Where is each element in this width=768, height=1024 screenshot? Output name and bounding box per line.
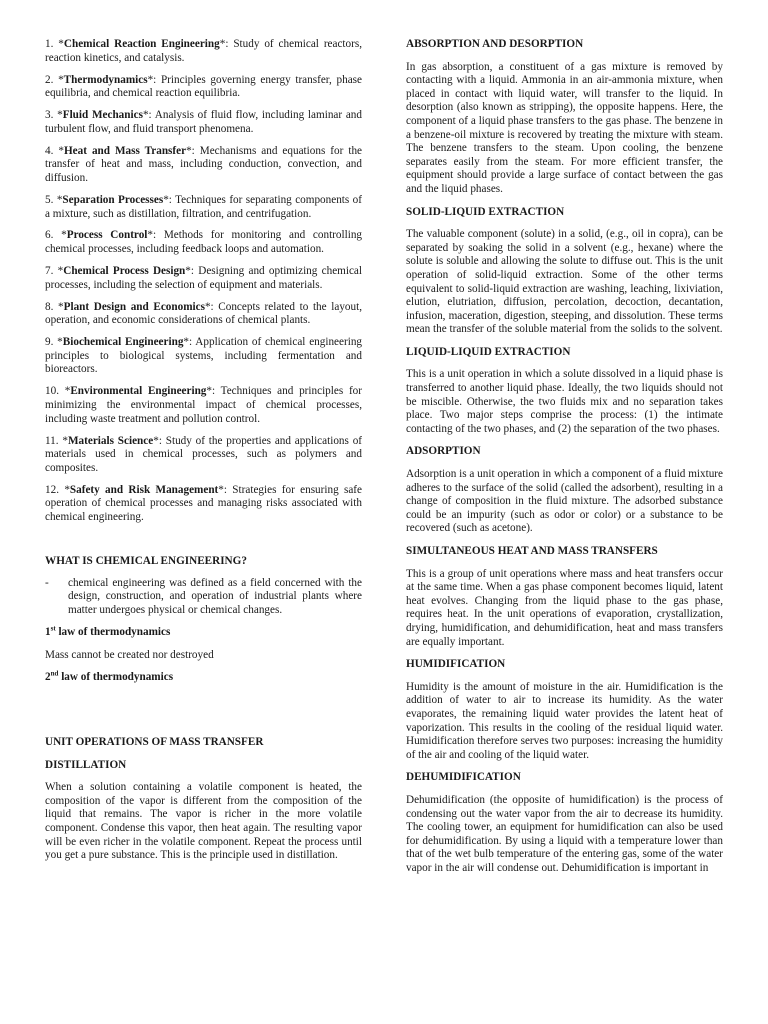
section-heading: SIMULTANEOUS HEAT AND MASS TRANSFERS <box>406 545 658 557</box>
distillation-heading: DISTILLATION <box>45 758 127 771</box>
right-column <box>406 38 723 884</box>
left-column <box>45 38 362 863</box>
section-text: Dehumidification (the opposite of humidification) is the process of condensing out the water vapor from the air to decrease its humidity. The cooling tower, an equipment for humidification can also be used for dehumidification. By using a liquid with a temperature lower than that of the wet bulb temperature of the entering gas, some of the water vapor in the air will condense out. Dehumidification is important in <box>406 793 723 874</box>
section-text: Adsorption is a unit operation in which a component of a fluid mixture adheres to the surface of the solid (called the adsorbent), resulting in a change of composition in the fluid mixture. The adsorbed substance could be an impurity (such as odor or color) or a substance to be recovered (such as acetone). <box>406 468 723 535</box>
section-heading: ABSORPTION AND DESORPTION <box>406 38 584 50</box>
section-text: This is a group of unit operations where mass and heat transfers occur at the same time. When a gas phase component becomes liquid, latent heat evolves. Changing from the liquid phase to the gas phase, requires heat. In the unit operations of evaporation, crystallization, drying, humidification, and dehumidification, heat and mass transfers are equally important. <box>406 567 723 648</box>
section-text: This is a unit operation in which a solute dissolved in a liquid phase is transferred to another liquid phase. Ideally, the two liquids should not be miscible. Otherwise, the two fluids mix and no separation takes place. Two major steps comprise the process: (1) the intimate contacting of the two phases, and (2) the separation of the two phases. <box>406 368 723 435</box>
section-dehumidification <box>406 771 723 875</box>
section-heat-mass <box>406 545 723 649</box>
section-heading: DEHUMIDIFICATION <box>406 771 521 784</box>
law1-text: Mass cannot be created nor destroyed <box>45 648 214 661</box>
list-item: 4. *Heat and Mass Transfer*: Mechanisms and equations for the transfer of heat and mass, including conduction, convection, and diffusion. <box>45 144 363 184</box>
section-absorption <box>406 38 723 197</box>
distillation-text: When a solution containing a volatile component is heated, the composition of the vapor is different from the composition of the liquid that remains. The vapor is richer in the more volatile component. Condense this vapor, then heat again. The resulting vapor will be even richer in the volatile component. Repeat the process until you get a pure substance. This is the principle used in distillation. <box>45 781 362 862</box>
list-item: 10. *Environmental Engineering*: Techniques and principles for minimizing the environmental impact of chemical processes, including waste treatment and pollution control. <box>45 385 362 425</box>
section-heading: SOLID-LIQUID EXTRACTION <box>406 205 565 218</box>
law2-heading: 2nd law of thermodynamics <box>45 669 174 684</box>
section-text: The valuable component (solute) in a solid, (e.g., oil in copra), can be separated by soaking the solid in a solvent (e.g., hexane) where the solute is soluble and allowing the solute to diffuse out. This is the unit operation of solid-liquid extraction. Some of the other terms equivalent to solid-liquid extraction are washing, leaching, lixiviation, elution, elutriation, diffusion, percolation, decoction, decantation, infusion, maceration, digestion, steeping, and dissolution. These terms mean the transfer of the soluble material from the solids to the solvent. <box>406 228 723 336</box>
unit-operations-heading: UNIT OPERATIONS OF MASS TRANSFER <box>45 736 264 749</box>
definition-item <box>45 577 362 618</box>
list-item: 11. *Materials Science*: Study of the properties and applications of materials used in chemical processes, such as polymers and composites. <box>45 434 363 474</box>
list-item: 6. *Process Control*: Methods for monitoring and controlling chemical processes, including feedback loops and automation. <box>45 229 363 256</box>
list-item: 7. *Chemical Process Design*: Designing and optimizing chemical processes, including the selection of equipment and materials. <box>45 265 363 291</box>
section-text: In gas absorption, a constituent of a gas mixture is removed by contacting with a liquid. Ammonia in an air-ammonia mixture, when placed in contact with liquid water, will transfer to the liquid. In desorption (also known as stripping), the opposite happens. Here, the component of a liquid phase transfers to the gas phase. The benzene in a benzene-oil mixture is recovered by treating the mixture with steam. The benzene transfers to the steam. Upon cooling, the benzene separates easily from the steam. For more efficient transfer, the equipment should provide a large surface of contact between the gas and the liquid phases. <box>406 60 723 195</box>
section-solid-liquid <box>406 206 723 337</box>
list-item: 9. *Biochemical Engineering*: Application of chemical engineering principles to biological systems, including fermentation and bioreactors. <box>45 336 363 376</box>
section-text: Humidity is the amount of moisture in the air. Humidification is the addition of water to air to increase its humidity. As the water evaporates, the remaining liquid water provides the latent heat of vaporization. This results in the cooling of the residual liquid water. Humidification therefore serves two purposes: increasing the humidity of the air and cooling of the liquid water. <box>406 680 723 761</box>
section-humidification <box>406 658 723 762</box>
section-heading: ADSORPTION <box>406 445 481 458</box>
section-heading: HUMIDIFICATION <box>406 658 506 671</box>
law1-heading: 1st law of thermodynamics <box>45 624 171 639</box>
what-heading: WHAT IS CHEMICAL ENGINEERING? <box>45 554 247 567</box>
list-item: 5. *Separation Processes*: Techniques for separating components of a mixture, such as distillation, filtration, and centrifugation. <box>45 193 362 220</box>
list-item: 3. *Fluid Mechanics*: Analysis of fluid flow, including laminar and turbulent flow, and fluid transport phenomena. <box>45 109 362 135</box>
definition-text: chemical engineering was defined as a field concerned with the design, construction, and operation of industrial plants where matter undergoes physical or chemical changes. <box>68 576 362 616</box>
section-liquid-liquid <box>406 346 723 437</box>
list-item: 8. *Plant Design and Economics*: Concepts related to the layout, operation, and economic considerations of chemical plants. <box>45 300 363 327</box>
topic-list <box>45 38 362 525</box>
dash-bullet: - <box>45 576 49 589</box>
list-item: 2. *Thermodynamics*: Principles governing energy transfer, phase equilibria, and chemical reaction equilibria. <box>45 73 363 100</box>
list-item: 12. *Safety and Risk Management*: Strategies for ensuring safe operation of chemical processes and managing risks associated with chemical engineering. <box>45 483 362 523</box>
section-heading: LIQUID-LIQUID EXTRACTION <box>406 345 571 358</box>
list-item: 1. *Chemical Reaction Engineering*: Study of chemical reactors, reaction kinetics, and catalysis. <box>45 38 363 64</box>
section-adsorption <box>406 445 723 536</box>
